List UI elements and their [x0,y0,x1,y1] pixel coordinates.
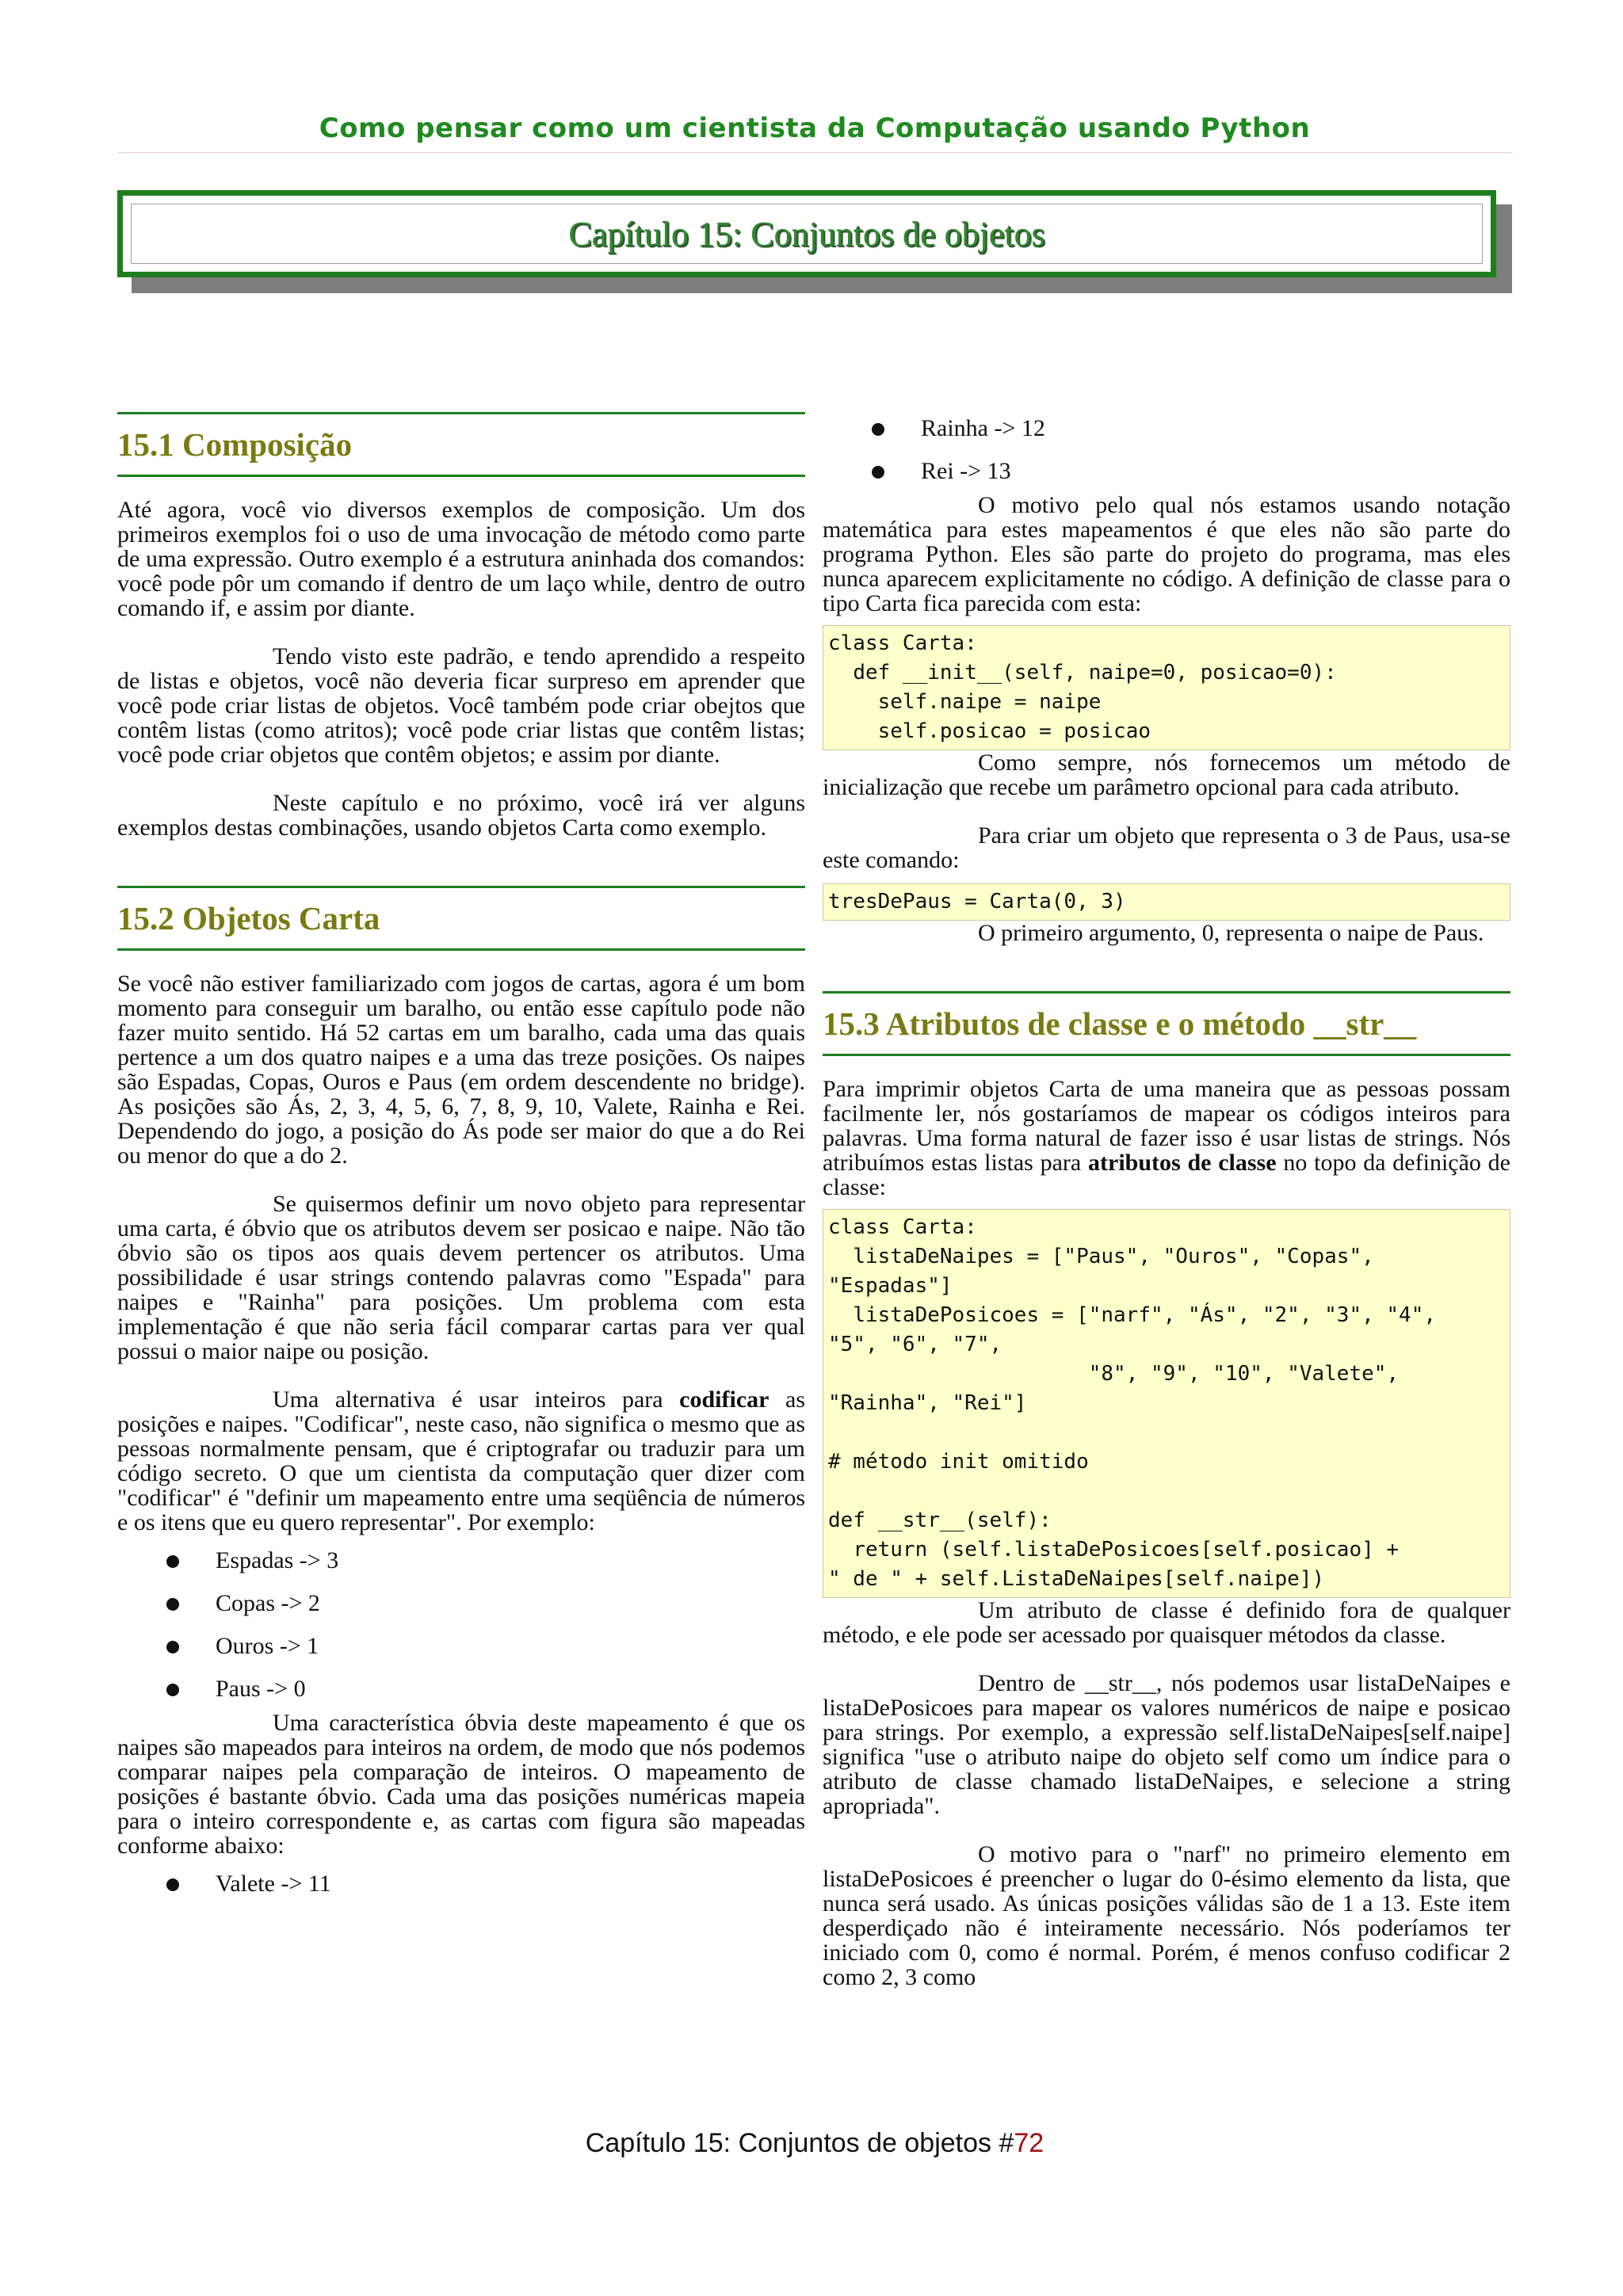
running-header: Como pensar como um cientista da Computação usando Python [319,113,1311,144]
list-item: Paus -> 0 [117,1668,805,1711]
chapter-title-box [117,190,1496,277]
header-divider [117,152,1512,153]
paragraph: Uma característica óbvia deste mapeamento é que os naipes são mapeados para inteiros na ordem, de modo que nós podemos comparar naipes pela comparação de inteiros. O mapeamento de posições é bastante óbvio. Cada uma das posições numéricas mapeia para o inteiro correspondente e, as cartas com figura são mapeadas conforme abaixo: [117,1710,805,1859]
bullet-icon [166,1684,179,1696]
bullet-icon [166,1878,179,1891]
paragraph: Dentro de __str__, nós podemos usar listaDeNaipes e listaDePosicoes para mapear os valores numéricos de naipe e posicao para strings. Por exemplo, a expressão self.listaDeNaipes[self.naipe] significa "use o atributo naipe do objeto self como um índice para o atributo de classe chamado listaDeNaipes, e selecione a string apropriada". [823,1670,1510,1819]
bullet-icon [166,1555,179,1568]
bullet-icon [166,1641,179,1653]
list-item: Ouros -> 1 [117,1625,805,1668]
suit-mapping-list [117,1539,805,1711]
list-item: Espadas -> 3 [117,1539,805,1582]
paragraph: Para imprimir objetos Carta de uma maneira que as pessoas possam facilmente ler, nós gostaríamos de mapear os códigos inteiros para palavras. Uma forma natural de fazer isso é usar listas de strings. Nós atribuímos estas listas para atributos de classe no topo da definição de classe: [823,1076,1510,1200]
paragraph: Um atributo de classe é definido fora de qualquer método, e ele pode ser acessado por quaisquer métodos da classe. [823,1597,1510,1648]
list-item: Rei -> 13 [823,450,1510,493]
paragraph: Neste capítulo e no próximo, você irá ver alguns exemplos destas combinações, usando objetos Carta como exemplo. [117,790,805,841]
section-heading-15-2: 15.2 Objetos Carta [117,886,805,951]
paragraph: Uma alternativa é usar inteiros para codificar as posições e naipes. "Codificar", neste caso, não significa o mesmo que as pessoas normalmente pensam, que é criptografar ou traduzir para um código secreto. O que um cientista da computação quer dizer com "codificar" é "definir um mapeamento entre uma seqüência de números e os itens que eu quero representar". Por exemplo: [117,1386,805,1535]
paragraph: Se quisermos definir um novo objeto para representar uma carta, é óbvio que os atributos devem ser posicao e naipe. Não tão óbvio são os tipos aos quais devem pertencer os atributos. Uma possibilidade é usar strings contendo palavras como "Espada" para naipes e "Rainha" para posições. Um problema com esta implementação é que não seria fácil comparar cartas para ver qual possui o maior naipe ou posição. [117,1191,805,1364]
code-block: class Carta: def __init__(self, naipe=0, posicao=0): self.naipe = naipe self.posicao = posicao [823,625,1510,750]
paragraph: O motivo para o "narf" no primeiro elemento em listaDePosicoes é preencher o lugar do 0-ésimo elemento da lista, que nunca será usado. As únicas posições válidas são de 1 a 13. Este item desperdiçado não é inteiramente necessário. Nós poderíamos ter iniciado com 0, como é normal. Porém, é menos confuso codificar 2 como 2, 3 como [823,1841,1510,1990]
section-heading-15-1: 15.1 Composição [117,412,805,477]
code-block: tresDePaus = Carta(0, 3) [823,883,1510,921]
list-item: Valete -> 11 [117,1863,805,1905]
paragraph: Tendo visto este padrão, e tendo aprendido a respeito de listas e objetos, você não deveria ficar surpreso em aprender que você pode criar listas de objetos. Você também pode criar obejtos que contêm listas (como atritos); você pode criar listas que contêm listas; você pode criar objetos que contêm objetos; e assim por diante. [117,643,805,768]
paragraph: Para criar um objeto que representa o 3 de Paus, usa-se este comando: [823,822,1510,873]
paragraph: O primeiro argumento, 0, representa o naipe de Paus. [978,920,1484,946]
left-column [117,412,805,1905]
page-number: 72 [1014,2128,1044,2158]
list-item: Copas -> 2 [117,1582,805,1625]
face-card-list [117,1863,805,1905]
code-block: class Carta: listaDeNaipes = ["Paus", "Ouros", "Copas", "Espadas"] listaDePosicoes = ["narf", "Ás", "2", "3", "4", "5", "6", "7", "8", "9", "10", "Valete", "Rainha", "Rei"] # método init omitido def __str__(self): return (self.listaDePosicoes[self.posicao] + " de " + self.ListaDeNaipes[self.naipe]) [823,1209,1510,1598]
paragraph: Como sempre, nós fornecemos um método de inicialização que recebe um parâmetro opcional para cada atributo. [823,749,1510,800]
face-card-list-continued [823,407,1510,493]
bullet-icon [872,466,884,479]
list-item: Rainha -> 12 [823,407,1510,450]
bullet-icon [166,1598,179,1611]
bullet-icon [872,423,884,436]
right-column [823,412,1510,1989]
footer-label: Capítulo 15: Conjuntos de objetos # [585,2128,1014,2158]
paragraph: O motivo pelo qual nós estamos usando notação matemática para estes mapeamentos é que eles não são parte do programa Python. Eles são parte do projeto do programa, mas eles nunca aparecem explicitamente no código. A definição de classe para o tipo Carta fica parecida com esta: [823,492,1510,616]
page-footer [117,2128,1512,2159]
chapter-title: Capítulo 15: Conjuntos de objetos [568,214,1045,254]
paragraph: Se você não estiver familiarizado com jogos de cartas, agora é um bom momento para conseguir um baralho, ou então esse capítulo pode não fazer muito sentido. Há 52 cartas em um baralho, cada uma das quais pertence a um dos quatro naipes e a uma das treze posições. Os naipes são Espadas, Copas, Ouros e Paus (em ordem descendente no bridge). As posições são Ás, 2, 3, 4, 5, 6, 7, 8, 9, 10, Valete, Rainha e Rei. Dependendo do jogo, a posição do Ás pode ser maior do que a do Rei ou menor do que a do 2. [117,971,805,1169]
chapter-title-inner-frame [131,204,1483,264]
paragraph: Até agora, você vio diversos exemplos de composição. Um dos primeiros exemplos foi o uso de uma invocação de método como parte de uma expressão. Outro exemplo é a estrutura aninhada dos comandos: você pode pôr um comando if dentro de um laço while, dentro de outro comando if, e assim por diante. [117,497,805,621]
section-heading-15-3: 15.3 Atributos de classe e o método __str__ [823,991,1510,1056]
